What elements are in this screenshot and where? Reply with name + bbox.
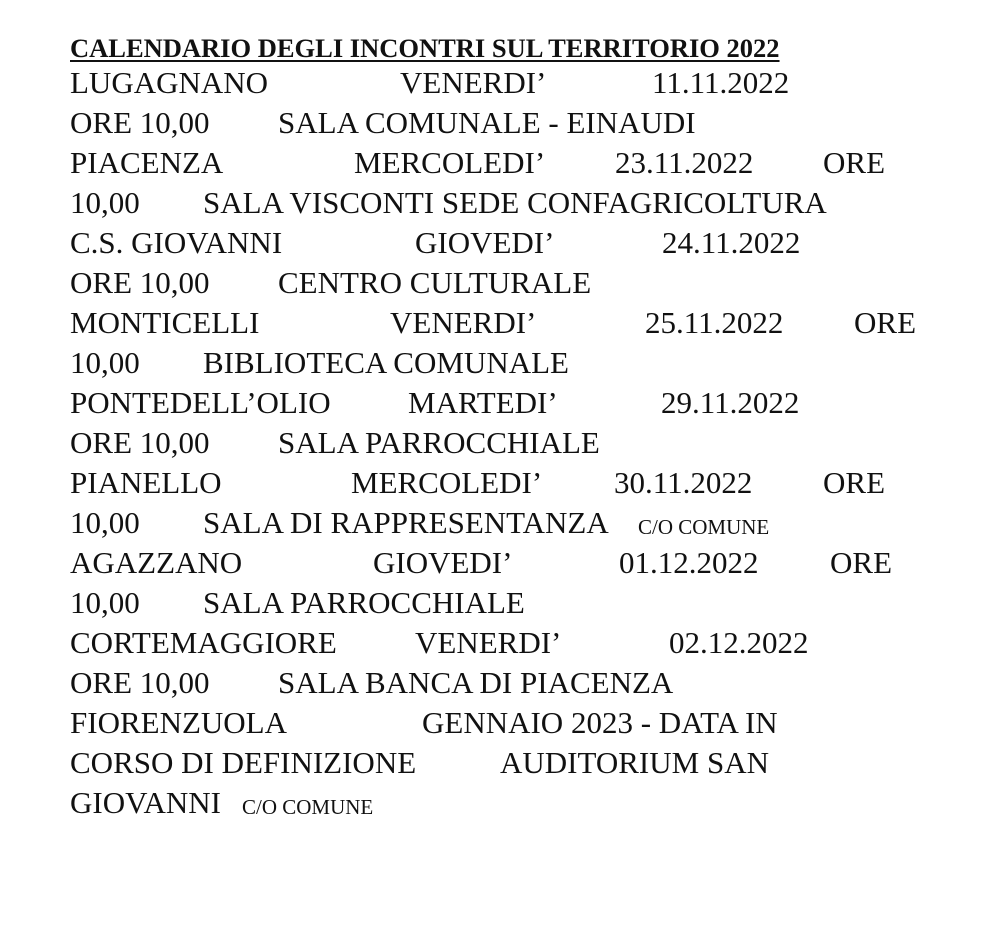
location-pianello: PIANELLO	[70, 465, 222, 500]
venue: CENTRO CULTURALE	[278, 265, 592, 300]
time: ORE 10,00	[70, 265, 210, 300]
schedule-line-3	[70, 143, 885, 183]
venue: AUDITORIUM SAN	[500, 745, 769, 780]
weekday: MERCOLEDI’	[351, 465, 543, 500]
schedule-line-1	[70, 63, 790, 103]
schedule-line-8	[70, 343, 569, 383]
date: 01.12.2022	[619, 545, 759, 580]
date: 23.11.2022	[615, 145, 754, 180]
time-label: ORE	[854, 305, 916, 340]
venue: BIBLIOTECA COMUNALE	[203, 345, 569, 380]
document-title: CALENDARIO DEGLI INCONTRI SUL TERRITORIO 2022	[70, 33, 780, 63]
date-note: GENNAIO 2023 - DATA IN	[422, 705, 778, 740]
weekday: MERCOLEDI’	[354, 145, 546, 180]
weekday: GIOVEDI’	[373, 545, 513, 580]
schedule-line-18	[70, 743, 769, 783]
time: ORE 10,00	[70, 105, 210, 140]
schedule-line-14	[70, 583, 525, 623]
schedule-line-5	[70, 223, 801, 263]
weekday: GIOVEDI’	[415, 225, 555, 260]
date: 30.11.2022	[614, 465, 753, 500]
time: 10,00	[70, 505, 140, 540]
schedule-line-6	[70, 263, 592, 303]
venue: SALA BANCA DI PIACENZA	[278, 665, 674, 700]
venue: SALA PARROCCHIALE	[278, 425, 600, 460]
schedule-line-7	[70, 303, 916, 343]
time-label: ORE	[830, 545, 892, 580]
time: 10,00	[70, 185, 140, 220]
time-label: ORE	[823, 465, 885, 500]
date: 02.12.2022	[669, 625, 809, 660]
weekday: VENERDI’	[400, 65, 547, 100]
location-lugagnano: LUGAGNANO	[70, 65, 269, 100]
location-agazzano: AGAZZANO	[70, 545, 243, 580]
venue: SALA VISCONTI SEDE CONFAGRICOLTURA	[203, 185, 827, 220]
venue-note: C/O COMUNE	[242, 795, 374, 819]
time: ORE 10,00	[70, 665, 210, 700]
time: ORE 10,00	[70, 425, 210, 460]
schedule-line-12	[70, 503, 770, 543]
date: 11.11.2022	[652, 65, 790, 100]
document-title-line	[70, 28, 780, 68]
schedule-line-9	[70, 383, 800, 423]
venue-continued: GIOVANNI	[70, 785, 221, 820]
venue: SALA COMUNALE - EINAUDI	[278, 105, 696, 140]
schedule-line-11	[70, 463, 885, 503]
date: 24.11.2022	[662, 225, 801, 260]
location-fiorenzuola: FIORENZUOLA	[70, 705, 287, 740]
schedule-line-15	[70, 623, 809, 663]
venue-note: C/O COMUNE	[638, 515, 770, 539]
schedule-line-4	[70, 183, 827, 223]
date: 25.11.2022	[645, 305, 784, 340]
schedule-line-16	[70, 663, 674, 703]
location-cs-giovanni: C.S. GIOVANNI	[70, 225, 283, 260]
weekday: MARTEDI’	[408, 385, 558, 420]
location-monticelli: MONTICELLI	[70, 305, 260, 340]
schedule-line-10	[70, 423, 600, 463]
weekday: VENERDI’	[415, 625, 562, 660]
location-pontedellolio: PONTEDELL’OLIO	[70, 385, 331, 420]
schedule-line-13	[70, 543, 892, 583]
location-cortemaggiore: CORTEMAGGIORE	[70, 625, 337, 660]
weekday: VENERDI’	[390, 305, 537, 340]
venue: SALA DI RAPPRESENTANZA	[203, 505, 609, 540]
schedule-line-17	[70, 703, 778, 743]
schedule-line-2	[70, 103, 696, 143]
date-note-continued: CORSO DI DEFINIZIONE	[70, 745, 417, 780]
schedule-line-19	[70, 783, 374, 823]
time: 10,00	[70, 585, 140, 620]
time-label: ORE	[823, 145, 885, 180]
time: 10,00	[70, 345, 140, 380]
venue: SALA PARROCCHIALE	[203, 585, 525, 620]
location-piacenza: PIACENZA	[70, 145, 224, 180]
date: 29.11.2022	[661, 385, 800, 420]
